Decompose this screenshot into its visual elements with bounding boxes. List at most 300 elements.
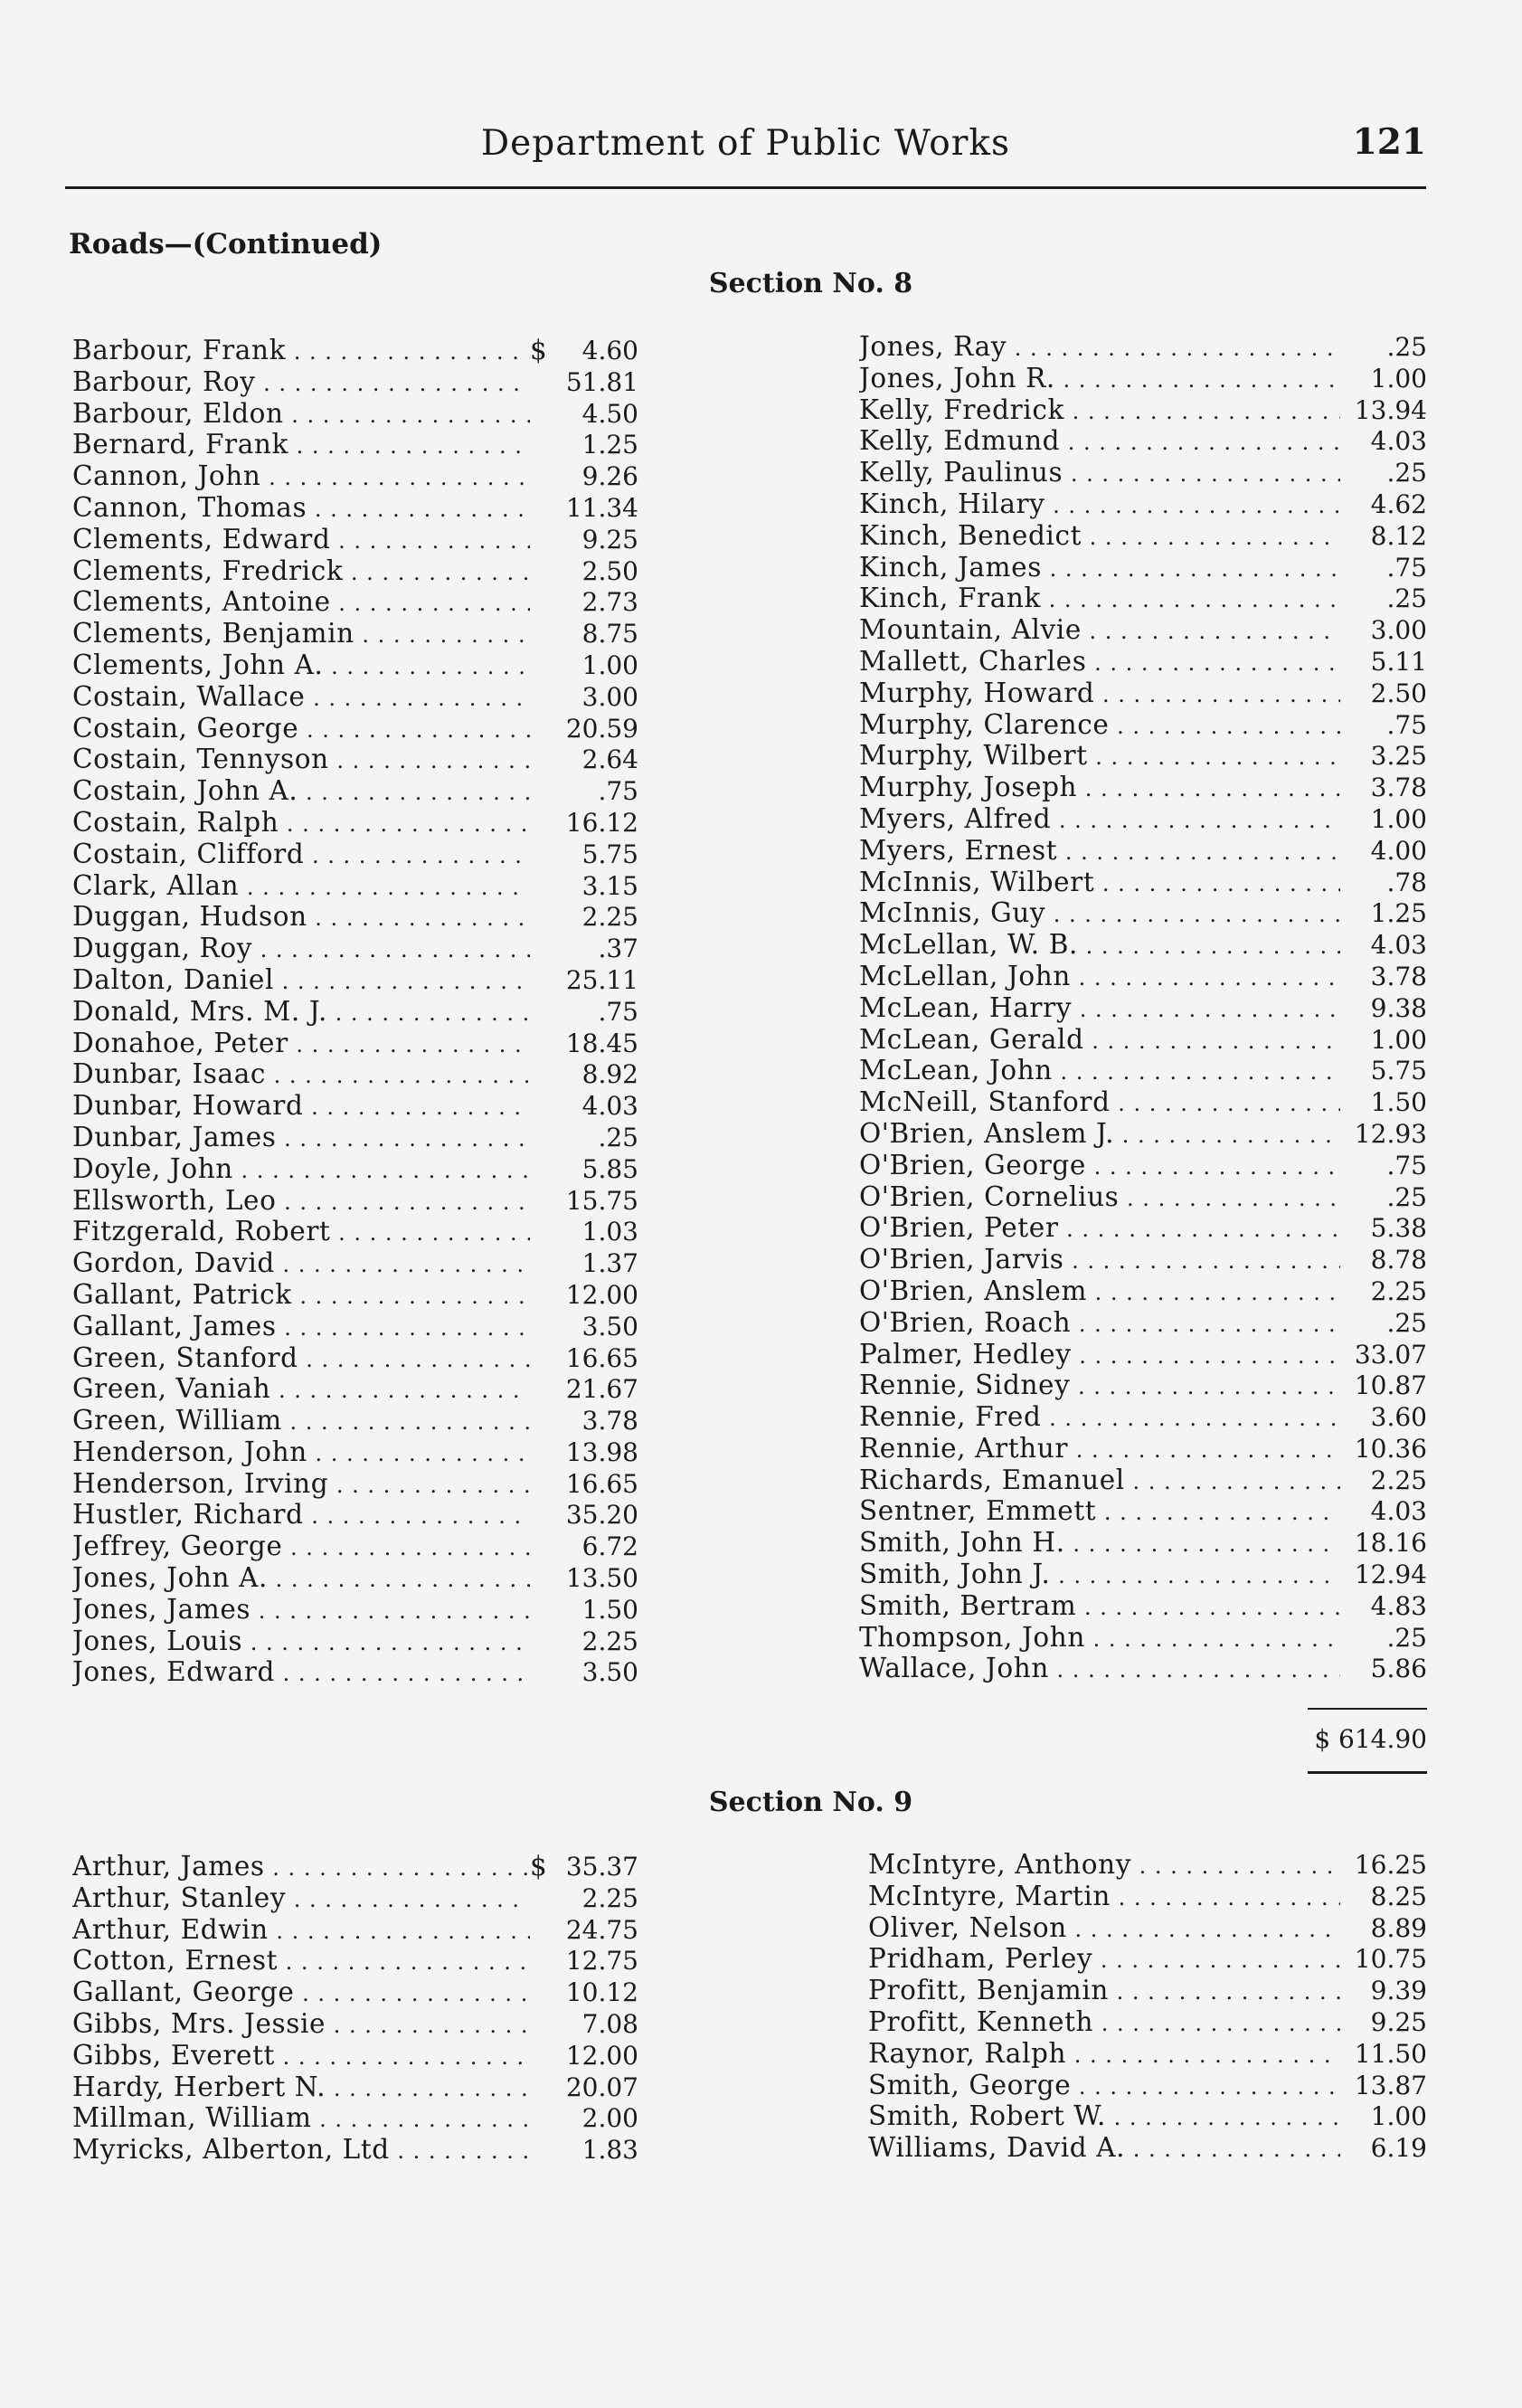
payment-amount: 1.00 <box>1370 1024 1427 1055</box>
table-row <box>859 614 1427 646</box>
payment-amount: 6.19 <box>1370 2133 1427 2164</box>
payee-name: Arthur, Stanley . . . <box>72 1882 530 1916</box>
table-row <box>72 2071 638 2103</box>
payment-amount: 3.00 <box>1370 615 1427 646</box>
table-row <box>859 1339 1427 1370</box>
payee-name: Kinch, James . . . <box>859 552 1340 585</box>
table-row <box>72 807 638 839</box>
payment-amount: 4.62 <box>1370 488 1427 519</box>
payee-name: Arthur, Edwin . . . <box>72 1914 530 1948</box>
table-row <box>859 709 1427 741</box>
table-row <box>72 2008 638 2040</box>
payee-name: Costain, Ralph . . . <box>72 807 530 840</box>
payment-amount: 35.20 <box>565 1500 638 1531</box>
payee-name: Pridham, Perley . . . <box>868 1943 1340 1977</box>
payee-name: Kelly, Fredrick . . . <box>859 394 1340 428</box>
table-row <box>72 1977 638 2008</box>
table-row <box>72 1945 638 1977</box>
payment-amount: 2.73 <box>581 587 638 618</box>
table-row <box>72 933 638 964</box>
table-row <box>72 1028 638 1059</box>
payee-name: Kelly, Edmund . . . <box>859 425 1340 459</box>
payment-amount: 24.75 <box>565 1914 638 1945</box>
payment-amount: .25 <box>1386 332 1427 362</box>
payment-amount: 3.60 <box>1370 1402 1427 1433</box>
payment-amount: 3.15 <box>581 870 638 901</box>
table-row <box>72 618 638 649</box>
payment-amount: 16.12 <box>565 807 638 838</box>
table-row <box>72 1373 638 1405</box>
total-rule-bottom <box>1308 1771 1427 1774</box>
payment-amount: 1.00 <box>1370 363 1427 393</box>
total-rule-top <box>1308 1708 1427 1710</box>
payee-name: Murphy, Joseph . . . <box>859 772 1340 805</box>
table-row <box>72 555 638 587</box>
section-8-title: Section No. 8 <box>708 268 913 299</box>
table-row <box>859 1559 1427 1590</box>
table-row <box>859 740 1427 772</box>
payee-name: O'Brien, Peter . . . <box>859 1212 1340 1246</box>
payment-amount: 8.25 <box>1370 1881 1427 1911</box>
table-row <box>72 1656 638 1688</box>
payment-amount: 5.86 <box>1370 1654 1427 1684</box>
table-row <box>72 492 638 524</box>
payment-amount: 15.75 <box>565 1185 638 1216</box>
payment-amount: 12.94 <box>1354 1560 1427 1590</box>
payee-name: Green, Stanford . . . <box>72 1342 530 1376</box>
table-row <box>859 363 1427 394</box>
payee-name: Jones, Edward . . . <box>72 1656 530 1690</box>
payment-amount: .25 <box>598 1122 638 1152</box>
table-row <box>859 552 1427 583</box>
payee-name: O'Brien, Anslem . . . <box>859 1275 1340 1309</box>
payment-amount: 1.83 <box>581 2135 638 2166</box>
payee-name: Myers, Ernest . . . <box>859 835 1340 868</box>
table-row <box>859 835 1427 867</box>
payment-amount: 35.37 <box>565 1852 638 1882</box>
payment-amount: 1.50 <box>581 1594 638 1625</box>
payee-name: Cannon, John . . . <box>72 460 530 494</box>
payment-amount: .75 <box>598 776 638 807</box>
payment-amount: 5.38 <box>1370 1213 1427 1244</box>
payee-name: Profitt, Kenneth . . . <box>868 2006 1340 2040</box>
payment-amount: .25 <box>1386 458 1427 488</box>
payee-name: Raynor, Ralph . . . <box>868 2038 1340 2071</box>
payee-name: Gordon, David . . . <box>72 1247 530 1281</box>
table-row <box>868 1849 1427 1881</box>
payee-name: Costain, George . . . <box>72 713 530 746</box>
payee-name: Profitt, Benjamin . . . <box>868 1975 1340 2008</box>
table-row <box>72 681 638 713</box>
payee-name: Jones, James . . . <box>72 1594 530 1627</box>
table-row <box>72 398 638 430</box>
payment-amount: 10.75 <box>1354 1944 1427 1975</box>
payment-amount: .25 <box>1386 583 1427 614</box>
table-row <box>868 2006 1427 2038</box>
payee-name: Duggan, Roy . . . <box>72 933 530 966</box>
table-row <box>72 964 638 996</box>
payee-name: Barbour, Frank . . . <box>72 335 530 368</box>
payment-amount: 1.37 <box>581 1248 638 1279</box>
table-row <box>859 1527 1427 1559</box>
payee-name: Kinch, Benedict . . . <box>859 520 1340 554</box>
payee-name: Rennie, Arthur . . . <box>859 1433 1340 1466</box>
payment-amount: 1.50 <box>1370 1087 1427 1118</box>
payee-name: Gallant, George . . . <box>72 1977 530 2010</box>
payee-name: Jones, John R. . . . <box>859 363 1340 396</box>
payee-name: Hardy, Herbert N. . . . <box>72 2071 530 2105</box>
payment-amount: 3.50 <box>581 1311 638 1341</box>
payee-name: Smith, George . . . <box>868 2070 1340 2103</box>
payment-amount: 13.94 <box>1354 394 1427 425</box>
payee-name: McInnis, Guy . . . <box>859 897 1340 931</box>
payment-amount: 3.50 <box>581 1657 638 1688</box>
table-row <box>72 1090 638 1122</box>
payment-amount: 4.03 <box>581 1091 638 1122</box>
table-row <box>859 992 1427 1024</box>
page-header <box>65 118 1426 172</box>
payee-name: Duggan, Hudson . . . <box>72 901 530 934</box>
table-row <box>859 1275 1427 1307</box>
payee-name: Dunbar, Howard . . . <box>72 1090 530 1123</box>
payment-amount: 9.25 <box>1370 2006 1427 2037</box>
table-row <box>72 1468 638 1500</box>
payee-name: O'Brien, George . . . <box>859 1150 1340 1183</box>
table-row <box>859 867 1427 898</box>
payment-amount: 3.78 <box>1370 961 1427 991</box>
table-row <box>72 429 638 460</box>
payee-name: O'Brien, Roach . . . <box>859 1307 1340 1341</box>
payment-amount: .25 <box>1386 1307 1427 1338</box>
payment-amount: 4.03 <box>1370 1496 1427 1527</box>
payment-amount: 21.67 <box>565 1374 638 1405</box>
table-row <box>859 1150 1427 1181</box>
table-row <box>72 1882 638 1914</box>
payee-name: Millman, William . . . <box>72 2102 530 2136</box>
payment-amount: .75 <box>1386 1150 1427 1180</box>
payment-amount: .75 <box>1386 552 1427 583</box>
payee-name: Smith, John H. . . . <box>859 1527 1340 1560</box>
payee-name: McLean, Harry . . . <box>859 992 1340 1026</box>
table-row <box>72 870 638 902</box>
payment-amount: 3.25 <box>1370 741 1427 772</box>
payment-amount: 2.50 <box>581 555 638 586</box>
payee-name: O'Brien, Jarvis . . . <box>859 1244 1340 1277</box>
payment-amount: 2.64 <box>581 744 638 775</box>
payee-name: Donald, Mrs. M. J. . . . <box>72 996 530 1029</box>
table-row <box>859 1024 1427 1056</box>
payment-amount: 1.03 <box>581 1217 638 1247</box>
table-row <box>859 1622 1427 1654</box>
payment-amount: 3.78 <box>1370 773 1427 803</box>
payment-amount: 3.00 <box>581 681 638 712</box>
payment-amount: 5.75 <box>1370 1056 1427 1086</box>
payment-amount: 8.78 <box>1370 1245 1427 1275</box>
payee-name: Rennie, Sidney . . . <box>859 1370 1340 1403</box>
payment-amount: 16.65 <box>565 1468 638 1499</box>
payment-amount: 1.25 <box>581 430 638 460</box>
payment-amount: 9.26 <box>581 461 638 492</box>
payee-name: Smith, Robert W. . . . <box>868 2100 1340 2134</box>
payment-amount: 12.75 <box>565 1946 638 1977</box>
payee-name: Fitzgerald, Robert . . . <box>72 1216 530 1249</box>
payee-name: McIntyre, Martin . . . <box>868 1881 1340 1914</box>
table-row <box>72 1499 638 1531</box>
payee-name: Cannon, Thomas . . . <box>72 492 530 526</box>
payee-name: Kinch, Frank . . . <box>859 583 1340 616</box>
payment-amount: .78 <box>1386 867 1427 897</box>
table-row <box>859 457 1427 488</box>
payee-name: Green, Vaniah . . . <box>72 1373 530 1407</box>
payment-amount: .75 <box>1386 709 1427 740</box>
payment-amount: 10.36 <box>1354 1433 1427 1464</box>
payee-name: Hustler, Richard . . . <box>72 1499 530 1532</box>
payee-name: Smith, John J. . . . <box>859 1559 1340 1592</box>
table-row <box>859 331 1427 363</box>
table-row <box>72 839 638 870</box>
payment-amount: 1.25 <box>1370 898 1427 929</box>
table-row <box>72 524 638 555</box>
payment-amount: 12.93 <box>1354 1118 1427 1149</box>
table-row <box>72 460 638 492</box>
table-row <box>859 678 1427 709</box>
payee-name: Costain, John A. . . . <box>72 775 530 809</box>
table-row <box>868 2070 1427 2101</box>
payment-amount: 7.08 <box>581 2008 638 2039</box>
table-row <box>859 803 1427 835</box>
payee-name: Mallett, Charles . . . <box>859 646 1340 679</box>
table-row <box>72 2040 638 2071</box>
table-row <box>859 1118 1427 1150</box>
payee-name: McLellan, W. B. . . . <box>859 929 1340 962</box>
payment-amount: 18.45 <box>565 1028 638 1058</box>
payment-amount: .25 <box>1386 1181 1427 1212</box>
payee-name: Smith, Bertram . . . <box>859 1590 1340 1624</box>
payment-amount: .25 <box>1386 1622 1427 1653</box>
table-row <box>72 713 638 744</box>
table-row <box>868 2038 1427 2070</box>
table-row <box>72 1185 638 1217</box>
payment-amount: 4.83 <box>1370 1590 1427 1621</box>
section-9-right-column <box>868 1849 1427 2164</box>
table-row <box>72 1311 638 1342</box>
payee-name: Arthur, James . . . <box>72 1851 530 1884</box>
payee-name: Murphy, Howard . . . <box>859 678 1340 711</box>
payee-name: Clements, Fredrick . . . <box>72 555 530 589</box>
payee-name: Clark, Allan . . . <box>72 870 530 904</box>
payee-name: McNeill, Stanford . . . <box>859 1086 1340 1120</box>
table-row <box>859 1401 1427 1433</box>
table-row <box>72 1405 638 1436</box>
payee-name: Myricks, Alberton, Ltd . . . <box>72 2134 530 2167</box>
payment-amount: 1.00 <box>1370 803 1427 834</box>
payee-name: Oliver, Nelson . . . <box>868 1912 1340 1946</box>
payee-name: O'Brien, Anslem J. . . . <box>859 1118 1340 1152</box>
payee-name: Gallant, James . . . <box>72 1311 530 1344</box>
table-row <box>72 649 638 681</box>
table-row <box>859 1495 1427 1527</box>
payee-name: Kelly, Paulinus . . . <box>859 457 1340 490</box>
payment-amount: 16.25 <box>1354 1850 1427 1880</box>
table-row <box>859 1307 1427 1339</box>
payment-amount: 4.50 <box>581 398 638 429</box>
table-row <box>72 335 638 366</box>
table-row <box>72 2134 638 2166</box>
table-row <box>859 1244 1427 1275</box>
payee-name: Rennie, Fred . . . <box>859 1401 1340 1435</box>
dollar-sign: $ <box>530 1851 547 1882</box>
payee-name: McLean, John . . . <box>859 1055 1340 1088</box>
table-row <box>859 520 1427 552</box>
table-row <box>72 1342 638 1374</box>
payee-name: Costain, Wallace . . . <box>72 681 530 715</box>
payment-amount: 11.34 <box>565 492 638 523</box>
payment-amount: 5.75 <box>581 839 638 869</box>
payment-amount: 8.75 <box>581 619 638 649</box>
payment-amount: 20.59 <box>565 713 638 744</box>
payment-amount: 13.87 <box>1354 2070 1427 2100</box>
payment-amount: 10.87 <box>1354 1370 1427 1401</box>
payment-amount: 13.98 <box>565 1436 638 1467</box>
table-row <box>859 394 1427 426</box>
payee-name: Richards, Emanuel . . . <box>859 1465 1340 1498</box>
table-row <box>72 1058 638 1090</box>
table-row <box>72 1436 638 1468</box>
section-9-left-column <box>72 1851 638 2166</box>
table-row <box>72 1279 638 1311</box>
table-row <box>72 996 638 1028</box>
payee-name: Barbour, Roy . . . <box>72 366 530 400</box>
table-row <box>868 2132 1427 2164</box>
payee-name: Dunbar, Isaac . . . <box>72 1058 530 1092</box>
payee-name: Thompson, John . . . <box>859 1622 1340 1655</box>
payment-amount: 1.00 <box>1370 2101 1427 2132</box>
payee-name: Jones, John A. . . . <box>72 1562 530 1596</box>
table-row <box>72 1153 638 1185</box>
payment-amount: 9.25 <box>581 524 638 555</box>
payment-amount: 9.39 <box>1370 1976 1427 2006</box>
payee-name: Clements, Benjamin . . . <box>72 618 530 651</box>
section-9-title: Section No. 9 <box>708 1787 913 1818</box>
payee-name: Myers, Alfred . . . <box>859 803 1340 837</box>
payee-name: McLean, Gerald . . . <box>859 1024 1340 1057</box>
table-row <box>859 1086 1427 1118</box>
table-row <box>72 901 638 933</box>
payment-amount: 5.85 <box>581 1153 638 1184</box>
table-row <box>72 1851 638 1882</box>
payment-amount: 12.00 <box>565 1279 638 1310</box>
payee-name: Henderson, Irving . . . <box>72 1468 530 1502</box>
payee-name: Jeffrey, George . . . <box>72 1531 530 1564</box>
payee-name: Murphy, Clarence . . . <box>859 709 1340 743</box>
payment-amount: 13.50 <box>565 1563 638 1594</box>
table-row <box>859 1055 1427 1086</box>
payment-amount: 2.25 <box>1370 1465 1427 1495</box>
payee-name: Henderson, John . . . <box>72 1436 530 1470</box>
payment-amount: .37 <box>598 934 638 964</box>
table-row <box>72 775 638 807</box>
table-row <box>859 772 1427 803</box>
table-row <box>72 1914 638 1946</box>
payee-name: Donahoe, Peter . . . <box>72 1028 530 1061</box>
dollar-sign: $ <box>530 335 547 365</box>
payee-name: Barbour, Eldon . . . <box>72 398 530 431</box>
payment-amount: 51.81 <box>565 366 638 397</box>
payee-name: McInnis, Wilbert . . . <box>859 867 1340 900</box>
table-row <box>72 1626 638 1657</box>
payee-name: Sentner, Emmett . . . <box>859 1495 1340 1529</box>
table-row <box>859 1433 1427 1465</box>
payee-name: Costain, Tennyson . . . <box>72 744 530 777</box>
table-row <box>72 1562 638 1594</box>
payee-name: Clements, Antoine . . . <box>72 586 530 620</box>
payment-amount: 2.25 <box>581 1626 638 1656</box>
payment-amount: 6.72 <box>581 1531 638 1562</box>
table-row <box>72 1594 638 1626</box>
payee-name: O'Brien, Cornelius . . . <box>859 1181 1340 1215</box>
table-row <box>72 1122 638 1153</box>
table-row <box>859 1465 1427 1496</box>
payment-amount: 2.25 <box>581 1882 638 1913</box>
payee-name: Doyle, John . . . <box>72 1153 530 1187</box>
payment-amount: 2.50 <box>1370 678 1427 708</box>
payment-amount: 4.03 <box>1370 426 1427 457</box>
table-row <box>868 1881 1427 1912</box>
table-row <box>859 897 1427 929</box>
table-row <box>72 366 638 398</box>
payment-amount: 5.11 <box>1370 646 1427 677</box>
section-heading-roads-continued: Roads—(Continued) <box>69 228 383 261</box>
payee-name: Clements, Edward . . . <box>72 524 530 557</box>
payment-amount: 3.78 <box>581 1406 638 1436</box>
table-row <box>859 929 1427 961</box>
payment-amount: 33.07 <box>1354 1339 1427 1370</box>
payee-name: Palmer, Hedley . . . <box>859 1339 1340 1372</box>
table-row <box>859 1212 1427 1244</box>
payment-amount: 1.00 <box>581 649 638 680</box>
payment-amount: 10.12 <box>565 1977 638 2008</box>
payment-amount: 12.00 <box>565 2040 638 2071</box>
payee-name: Jones, Louis . . . <box>72 1626 530 1659</box>
payee-name: Costain, Clifford . . . <box>72 839 530 872</box>
table-row <box>859 583 1427 614</box>
payment-amount: 11.50 <box>1354 2038 1427 2069</box>
payment-amount: 18.16 <box>1354 1528 1427 1559</box>
payment-amount: 2.25 <box>581 902 638 933</box>
table-row <box>859 961 1427 992</box>
header-rule <box>65 186 1426 189</box>
payment-amount: 4.00 <box>1370 835 1427 866</box>
payee-name: Kinch, Hilary . . . <box>859 488 1340 522</box>
payee-name: Bernard, Frank . . . <box>72 429 530 462</box>
payee-name: Murphy, Wilbert . . . <box>859 740 1340 773</box>
payment-amount: .75 <box>598 996 638 1027</box>
payee-name: Ellsworth, Leo . . . <box>72 1185 530 1218</box>
payment-amount: 9.38 <box>1370 992 1427 1023</box>
payee-name: Clements, John A. . . . <box>72 649 530 683</box>
payee-name: Green, William . . . <box>72 1405 530 1438</box>
payee-name: Gallant, Patrick . . . <box>72 1279 530 1313</box>
payment-amount: 4.03 <box>1370 930 1427 961</box>
payment-amount: 2.25 <box>1370 1275 1427 1306</box>
payment-amount: 16.65 <box>565 1342 638 1373</box>
table-row <box>868 1912 1427 1944</box>
payment-amount: 4.60 <box>581 336 638 365</box>
payment-amount: 8.12 <box>1370 520 1427 551</box>
page-number: 121 <box>1352 121 1426 163</box>
table-row <box>72 1531 638 1562</box>
payee-name: McLellan, John . . . <box>859 961 1340 994</box>
